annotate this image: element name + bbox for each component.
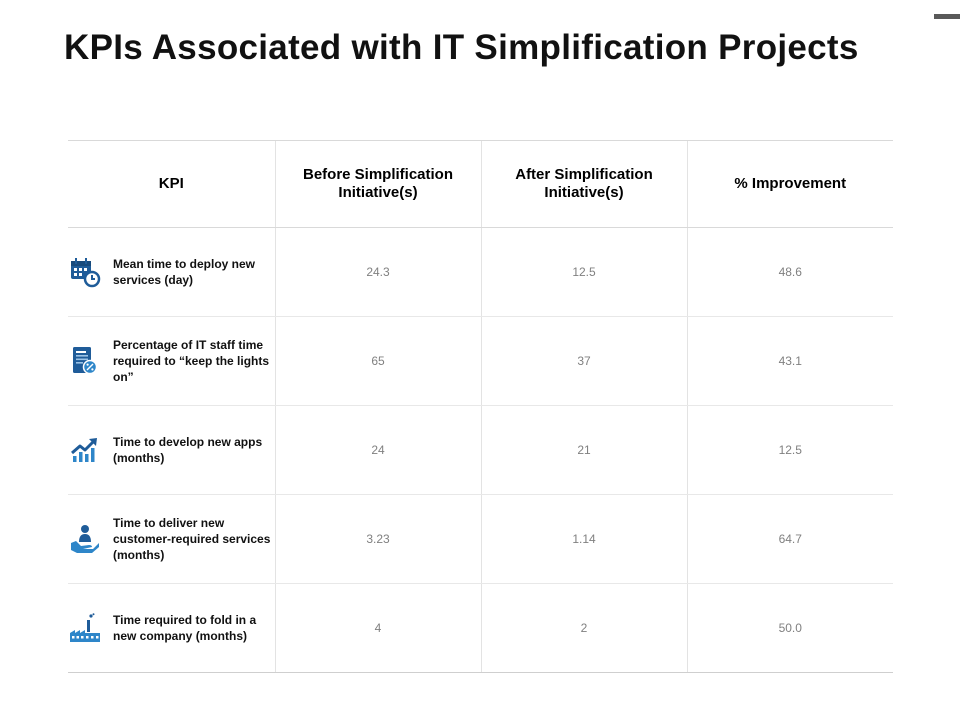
kpi-label: Percentage of IT staff time required to “keep the lights on” [113,338,270,384]
kpi-label: Time to develop new apps (months) [113,435,263,465]
kpi-cell [68,317,275,406]
kpi-label: Time required to fold in a new company (months) [113,613,257,643]
kpi-cell [68,228,275,317]
before-value: 24.3 [275,228,481,317]
header-kpi: KPI [68,141,275,228]
improvement-value: 64.7 [687,495,893,584]
document-percent-icon [69,345,101,377]
corner-mark [934,14,960,19]
improvement-value: 43.1 [687,317,893,406]
improvement-value: 50.0 [687,584,893,673]
improvement-value: 12.5 [687,406,893,495]
table-row [68,406,893,495]
after-value: 12.5 [481,228,687,317]
kpi-cell [68,495,275,584]
kpi-label: Time to deliver new customer-required services (months) [113,516,271,562]
calendar-clock-icon [69,256,101,288]
before-value: 3.23 [275,495,481,584]
growth-chart-icon [69,434,101,466]
kpi-cell [68,584,275,673]
header-after: After Simplification Initiative(s) [481,141,687,228]
after-value: 2 [481,584,687,673]
kpi-table [68,140,893,673]
kpi-label: Mean time to deploy new services (day) [113,257,256,287]
improvement-value: 48.6 [687,228,893,317]
before-value: 4 [275,584,481,673]
factory-icon [69,612,101,644]
page-title: KPIs Associated with IT Simplification Projects [64,28,859,67]
after-value: 1.14 [481,495,687,584]
kpi-cell [68,406,275,495]
header-improvement: % Improvement [687,141,893,228]
person-hand-icon [69,523,101,555]
table-row [68,495,893,584]
table-row [68,228,893,317]
table-row [68,317,893,406]
after-value: 21 [481,406,687,495]
before-value: 24 [275,406,481,495]
header-row [68,141,893,228]
header-before: Before Simplification Initiative(s) [275,141,481,228]
before-value: 65 [275,317,481,406]
after-value: 37 [481,317,687,406]
table-row [68,584,893,673]
